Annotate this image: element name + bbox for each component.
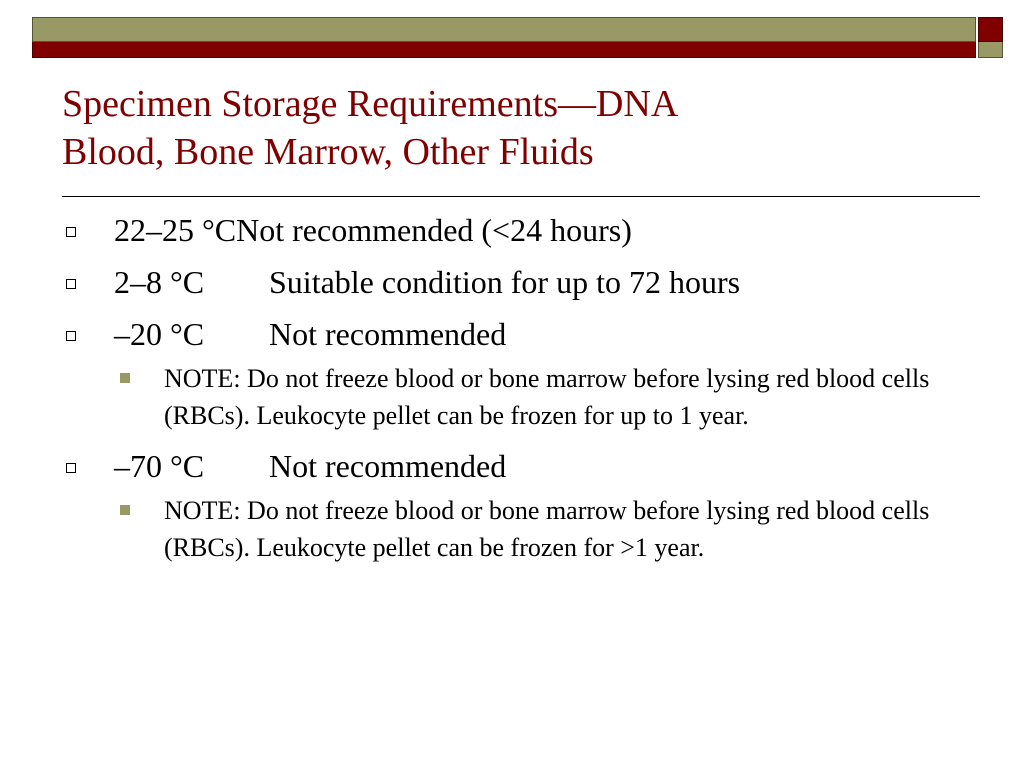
storage-condition: Not recommended [269,316,507,352]
note-text: NOTE: Do not freeze blood or bone marrow before lysing red blood cells (RBCs). Leukocyte pellet can be frozen for up to 1 year. [164,364,930,430]
storage-temperature: 22–25 °C [114,212,237,248]
storage-condition: Suitable condition for up to 72 hours [269,264,741,300]
list-item-2-8c [62,262,982,302]
filled-square-bullet-icon [120,373,130,383]
list-item-minus-70c [62,446,982,486]
storage-condition: Not recommended [269,448,507,484]
list-item-22-25c [62,210,982,250]
storage-temperature: –20 °C [114,316,205,352]
header-bar-maroon [32,42,976,58]
slide-body [62,210,982,578]
list-item-minus-20c [62,314,982,354]
header-corner-olive [978,42,1003,58]
storage-temperature: –70 °C [114,448,205,484]
sub-item-note-minus-20c [62,360,974,434]
header-corner-maroon [978,17,1003,42]
hollow-square-bullet-icon [66,227,76,237]
storage-condition: Not recommended (<24 hours) [236,212,632,248]
hollow-square-bullet-icon [66,463,76,473]
slide-title-line-2: Blood, Bone Marrow, Other Fluids [62,131,594,173]
filled-square-bullet-icon [120,505,130,515]
storage-temperature: 2–8 °C [114,264,205,300]
title-divider [62,196,980,197]
slide-title [62,80,962,176]
hollow-square-bullet-icon [66,279,76,289]
slide-title-line-1: Specimen Storage Requirements—DNA [62,83,679,125]
sub-item-note-minus-70c [62,492,974,566]
note-text: NOTE: Do not freeze blood or bone marrow before lysing red blood cells (RBCs). Leukocyte pellet can be frozen for >1 year. [164,496,930,562]
hollow-square-bullet-icon [66,331,76,341]
header-bar-olive [32,17,976,42]
